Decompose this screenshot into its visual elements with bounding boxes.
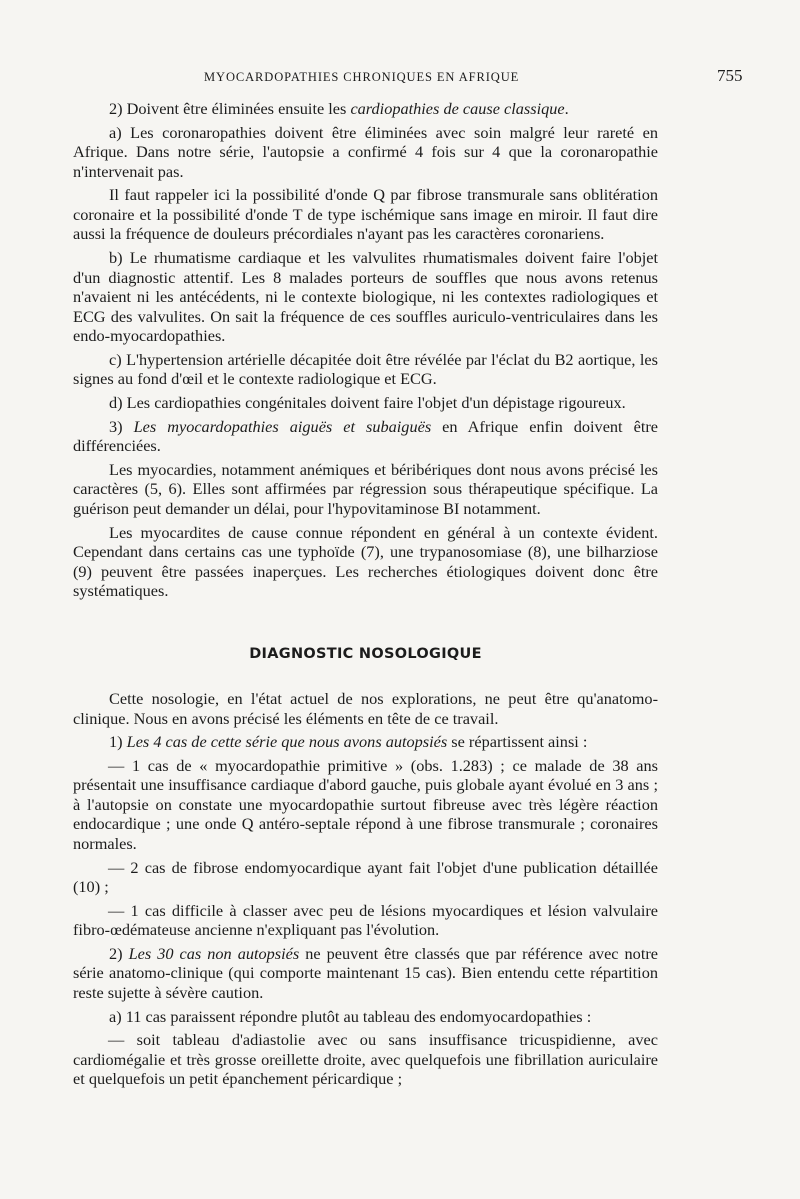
paragraph: 1) Les 4 cas de cette série que nous avons autopsiés se répartissent ainsi : <box>109 732 588 752</box>
page-number: 755 <box>717 66 743 85</box>
section-heading: DIAGNOSTIC NOSOLOGIQUE <box>249 645 482 662</box>
paragraph: b) Le rhumatisme cardiaque et les valvulites rhumatismales doivent faire l'objet d'un diagnostic attentif. Les 8 malades porteurs de souffles que nous avons retenus n'avaient ni les antécédents, ni le contexte biologique, ni les contextes radiologiques et ECG des valvulites. On sait la fréquence de ces souffles auriculo-ventriculaires dans les endo-myocardopathies. <box>73 248 658 346</box>
paragraph: 3) Les myocardopathies aiguës et subaiguës en Afrique enfin doivent être différenciées. <box>73 416 658 456</box>
dash-list-item: — 2 cas de fibrose endomyocardique ayant fait l'objet d'une publication détaillée (10) ; <box>73 857 658 897</box>
paragraph: 2) Les 30 cas non autopsiés ne peuvent être classés que par référence avec notre série anatomo-clinique (qui comporte maintenant 15 cas). Bien entendu cette répartition reste sujette à sévère caution. <box>73 943 658 1002</box>
dash-list-item: — 1 cas de « myocardopathie primitive » (obs. 1.283) ; ce malade de 38 ans présentait une insuffisance cardiaque d'abord gauche, puis globale ayant évolué en 3 ans ; à l'autopsie on constate une myocardopathie surtout fibreuse avec très légère réaction endocardique ; une onde Q antéro-septale répond à une fibrose transmurale ; coronaires normales. <box>73 755 658 853</box>
body-text <box>73 99 658 1093</box>
paragraph: a) 11 cas paraissent répondre plutôt au tableau des endomyocardopathies : <box>109 1006 592 1026</box>
paragraph: c) L'hypertension artérielle décapitée doit être révélée par l'éclat du B2 aortique, les signes au fond d'œil et le contexte radiologique et ECG. <box>73 349 658 389</box>
paragraph: d) Les cardiopathies congénitales doivent faire l'objet d'un dépistage rigoureux. <box>109 392 626 412</box>
paragraph: Les myocardies, notamment anémiques et béribériques dont nous avons précisé les caractères (5, 6). Elles sont affirmées par régression sous thérapeutique spécifique. La guérison peut demander un délai, pour l'hypovitaminose BI notamment. <box>73 459 658 518</box>
running-head <box>0 66 800 90</box>
paragraph: Cette nosologie, en l'état actuel de nos explorations, ne peut être qu'anatomo-clinique. Nous en avons précisé les éléments en tête de ce travail. <box>73 689 658 728</box>
paragraph: Il faut rappeler ici la possibilité d'onde Q par fibrose transmurale sans oblitération coronaire et la possibilité d'onde T de type ischémique sans image en miroir. Il faut dire aussi la fréquence de douleurs précordiales n'ayant pas les caractères coronariens. <box>73 185 658 244</box>
dash-list-item: — soit tableau d'adiastolie avec ou sans insuffisance tricuspidienne, avec cardiomégalie et très grosse oreillette droite, avec quelquefois une fibrillation auriculaire et quelquefois un petit épanchement péricardique ; <box>73 1030 658 1089</box>
running-title: MYOCARDOPATHIES CHRONIQUES EN AFRIQUE <box>204 70 520 84</box>
paragraph: Les myocardites de cause connue répondent en général à un contexte évident. Cependant dans certains cas une typhoïde (7), une trypanosomiase (8), une bilharziose (9) peuvent être passées inaperçues. Les recherches étiologiques doivent donc être systématiques. <box>73 522 658 600</box>
paragraph: 2) Doivent être éliminées ensuite les cardiopathies de cause classique. <box>109 99 569 118</box>
dash-list-item: — 1 cas difficile à classer avec peu de lésions myocardiques et lésion valvulaire fibro-œdémateuse ancienne n'expliquant pas l'évolution. <box>73 900 658 940</box>
paragraph: a) Les coronaropathies doivent être éliminées avec soin malgré leur rareté en Afrique. Dans notre série, l'autopsie a confirmé 4 fois sur 4 que la coronaropathie n'intervenait pas. <box>73 122 658 181</box>
